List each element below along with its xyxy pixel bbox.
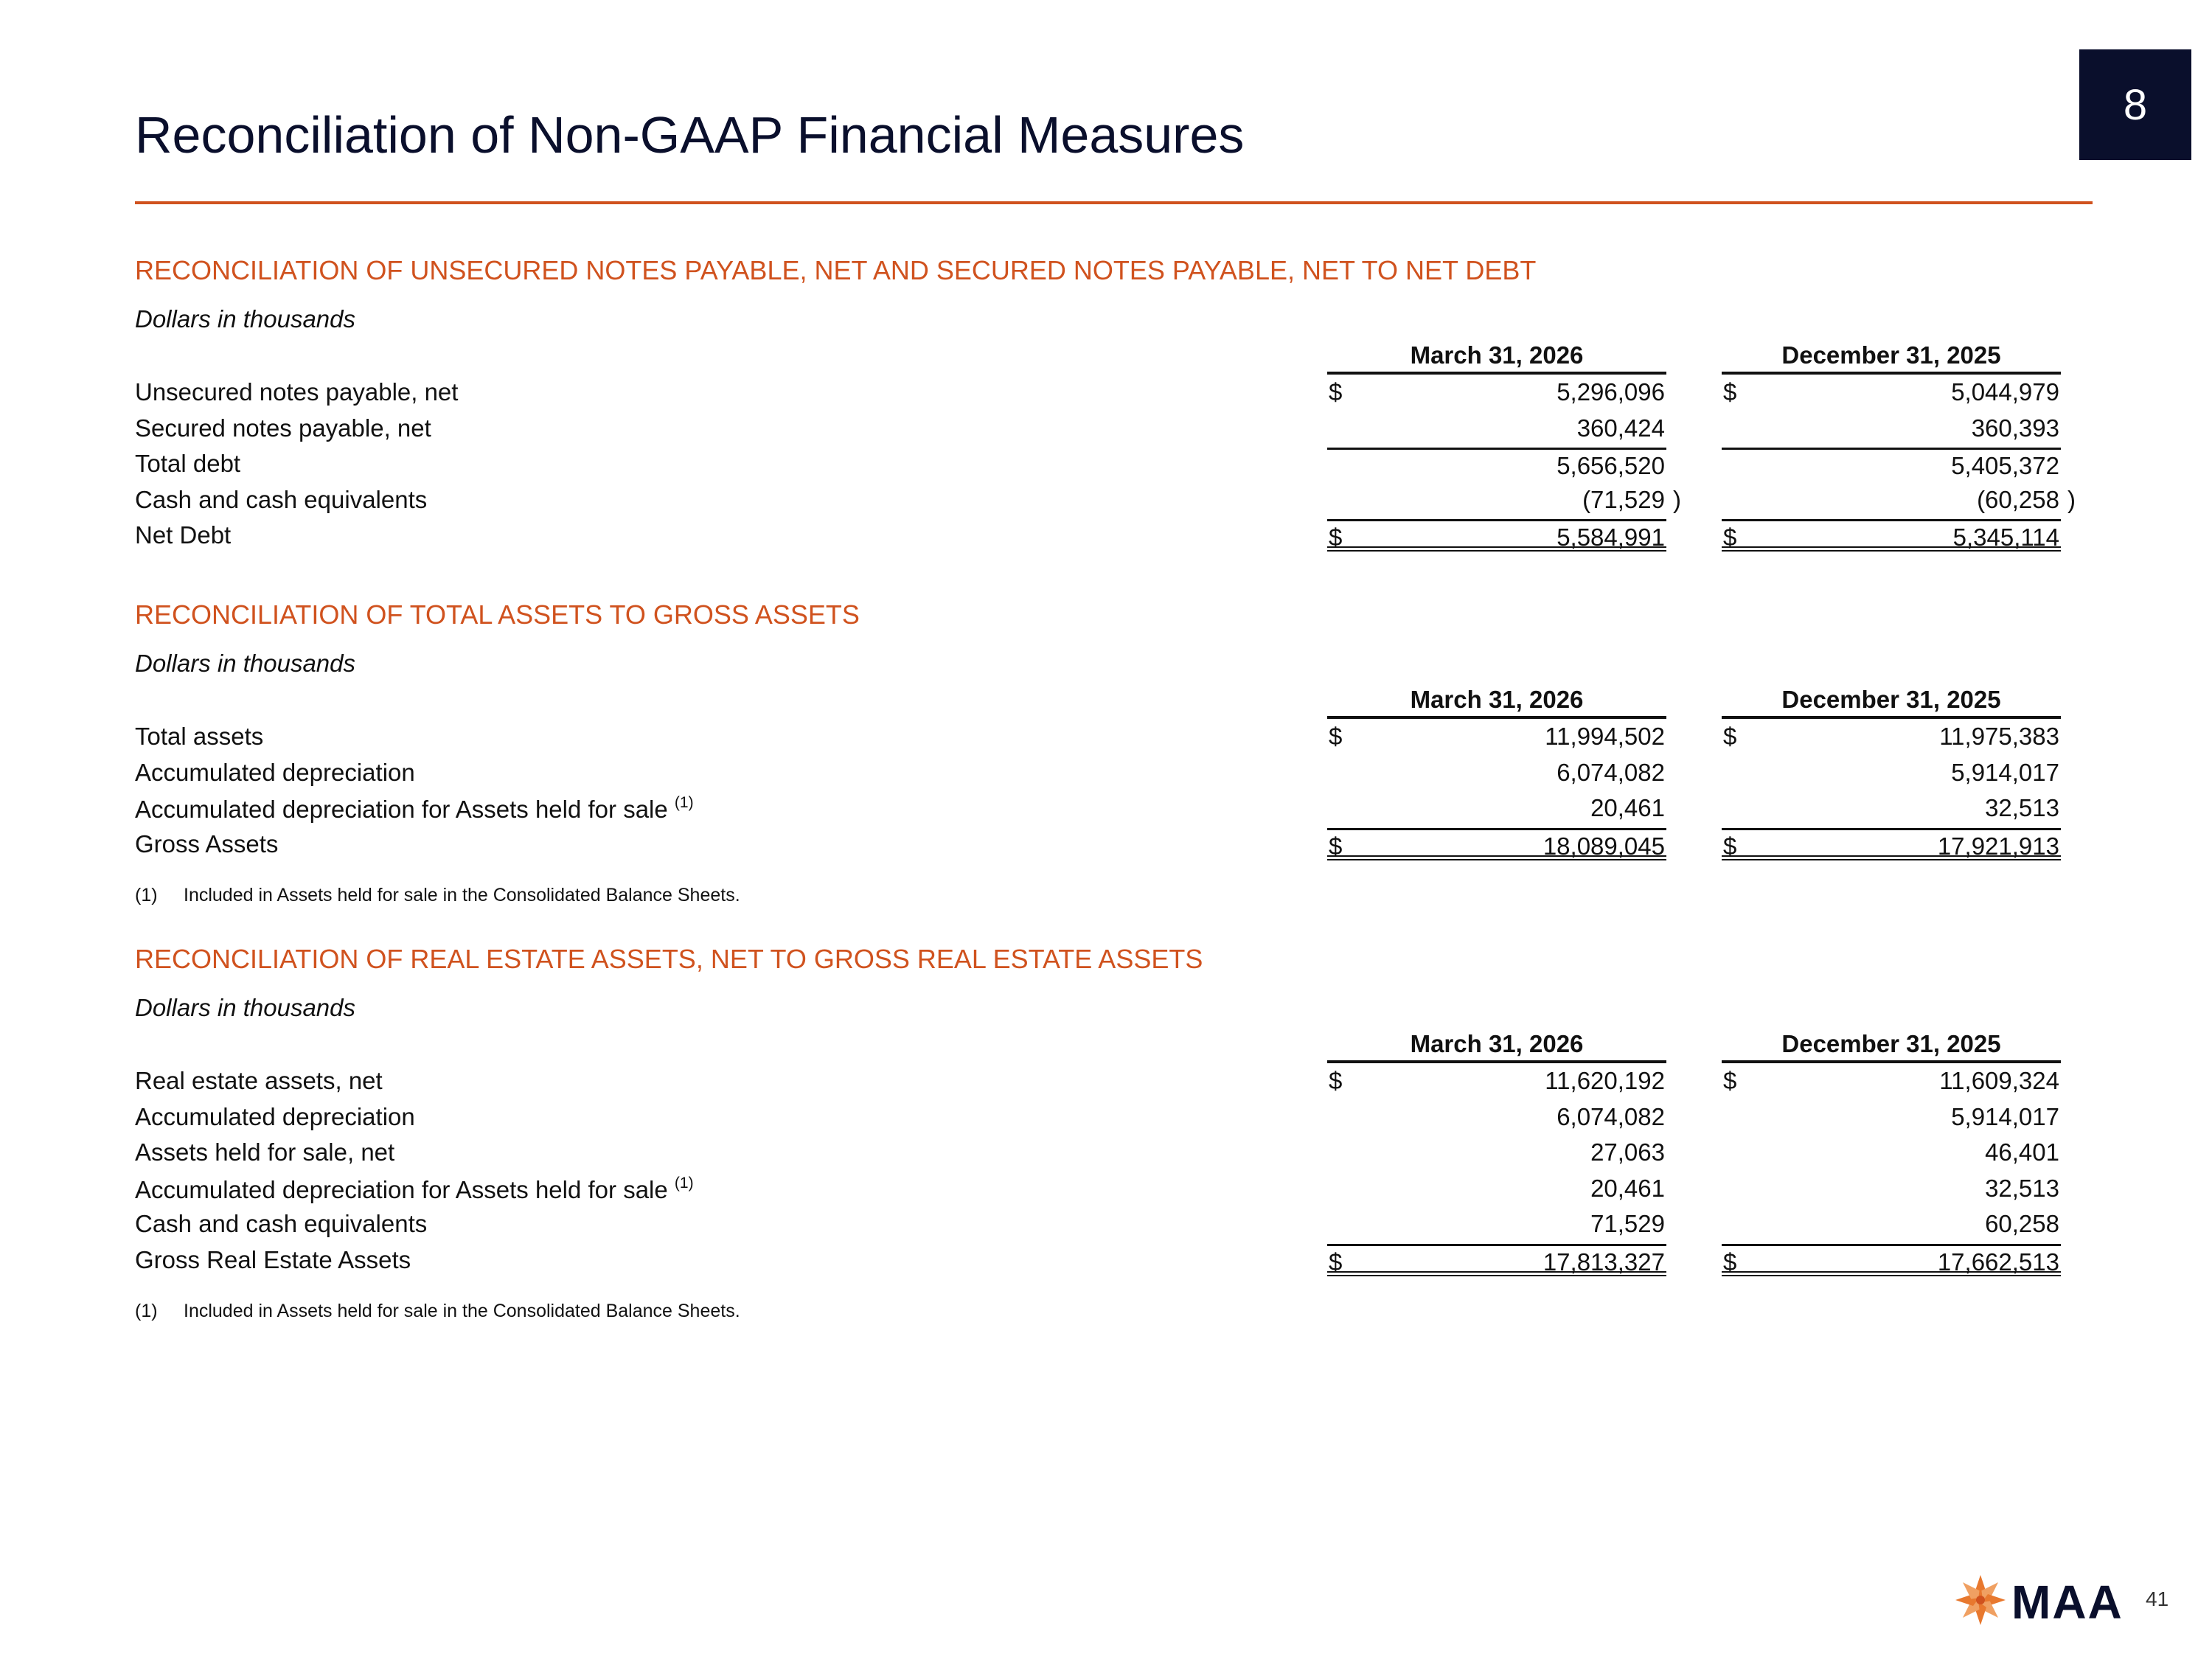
page-title: Reconciliation of Non-GAAP Financial Measures	[135, 106, 1245, 164]
value-december: 17,662,513	[1937, 1248, 2059, 1276]
value-march: 20,461	[1590, 794, 1665, 821]
value-march: 20,461	[1590, 1174, 1665, 1202]
value-december: 5,405,372	[1951, 452, 2059, 479]
maa-logo	[1954, 1571, 2124, 1630]
value-december: 5,914,017	[1951, 758, 2059, 786]
maa-logo-icon	[1954, 1573, 2007, 1627]
logo-text: MAA	[2011, 1576, 2124, 1629]
title-divider	[135, 201, 2093, 204]
table-row	[135, 376, 2067, 412]
value-december: (60,258	[1977, 485, 2059, 513]
table-row	[135, 792, 2067, 828]
page-badge: 8	[2079, 49, 2191, 160]
table-row	[135, 448, 2067, 484]
value-march: 5,296,096	[1557, 378, 1665, 406]
section-title: RECONCILIATION OF UNSECURED NOTES PAYABLE, NET AND SECURED NOTES PAYABLE, NET TO NET DEBT	[135, 255, 1537, 285]
value-march: (71,529	[1582, 485, 1665, 513]
table-row	[135, 757, 2067, 793]
value-december: 5,914,017	[1951, 1102, 2059, 1130]
value-march: 360,424	[1576, 414, 1665, 442]
value-march: 18,089,045	[1543, 832, 1665, 860]
table-row	[135, 484, 2076, 520]
table-row	[135, 519, 2067, 555]
row-label: Assets held for sale, net	[135, 1138, 395, 1166]
value-december: 5,345,114	[1952, 524, 2059, 551]
footnote-ref: (1)	[674, 1174, 694, 1192]
value-december: 46,401	[1985, 1138, 2059, 1166]
unit-note: Dollars in thousands	[135, 305, 355, 333]
page-number: 41	[2146, 1587, 2169, 1610]
dollar-sign: $	[1329, 1067, 1343, 1094]
table-row	[135, 1172, 2067, 1208]
value-december: 17,921,913	[1937, 832, 2059, 860]
table-row	[135, 412, 2067, 448]
table-row	[135, 1136, 2067, 1172]
closing-paren: )	[2067, 485, 2076, 513]
footnote-number: (1)	[135, 1301, 158, 1321]
dollar-sign: $	[1329, 1248, 1343, 1276]
dollar-sign: $	[1329, 832, 1343, 860]
value-march: 5,584,991	[1557, 524, 1665, 551]
row-label: Total assets	[135, 723, 264, 750]
row-label	[135, 794, 694, 824]
section-title: RECONCILIATION OF TOTAL ASSETS TO GROSS ASSETS	[135, 599, 860, 630]
row-label: Gross Real Estate Assets	[135, 1245, 411, 1273]
dollar-sign: $	[1723, 723, 1737, 750]
row-label: Accumulated depreciation	[135, 1102, 415, 1130]
column-header-march: March 31, 2026	[1327, 1029, 1666, 1063]
dollar-sign: $	[1329, 723, 1343, 750]
row-label: Secured notes payable, net	[135, 414, 431, 442]
value-march: 6,074,082	[1557, 758, 1665, 786]
row-label: Cash and cash equivalents	[135, 485, 428, 513]
dollar-sign: $	[1723, 524, 1737, 551]
closing-paren: )	[1673, 485, 1681, 513]
value-march: 11,994,502	[1545, 723, 1665, 750]
dollar-sign: $	[1723, 1067, 1737, 1094]
value-march: 11,620,192	[1545, 1067, 1665, 1094]
value-march: 27,063	[1590, 1138, 1665, 1166]
value-december: 5,044,979	[1951, 378, 2059, 406]
table-row	[135, 1244, 2067, 1280]
dollar-sign: $	[1329, 378, 1343, 406]
table-row	[135, 1101, 2067, 1137]
column-header-march: March 31, 2026	[1327, 341, 1666, 375]
value-december: 60,258	[1985, 1210, 2059, 1237]
table-row	[135, 828, 2067, 864]
section-title: RECONCILIATION OF REAL ESTATE ASSETS, NET TO GROSS REAL ESTATE ASSETS	[135, 944, 1203, 974]
unit-note: Dollars in thousands	[135, 994, 355, 1021]
footnote-text: Included in Assets held for sale in the Consolidated Balance Sheets.	[184, 885, 740, 905]
footnote-ref: (1)	[674, 794, 694, 811]
row-label: Total debt	[135, 450, 241, 477]
row-label-text: Accumulated depreciation for Assets held for sale	[135, 796, 668, 823]
value-march: 5,656,520	[1557, 452, 1665, 479]
dollar-sign: $	[1723, 1248, 1737, 1276]
column-header-march: March 31, 2026	[1327, 685, 1666, 719]
table-row	[135, 720, 2067, 757]
unit-note: Dollars in thousands	[135, 650, 355, 677]
footnote-text: Included in Assets held for sale in the Consolidated Balance Sheets.	[184, 1301, 740, 1321]
dollar-sign: $	[1329, 524, 1343, 551]
dollar-sign: $	[1723, 832, 1737, 860]
table-row	[135, 1208, 2067, 1244]
value-december: 360,393	[1971, 414, 2059, 442]
footnote-number: (1)	[135, 885, 158, 905]
value-march: 17,813,327	[1543, 1248, 1665, 1276]
table-row	[135, 1065, 2067, 1101]
value-december: 32,513	[1985, 794, 2059, 821]
value-december: 11,609,324	[1939, 1067, 2059, 1094]
row-label: Cash and cash equivalents	[135, 1210, 428, 1237]
row-label: Unsecured notes payable, net	[135, 378, 459, 406]
row-label: Real estate assets, net	[135, 1067, 383, 1094]
column-header-december: December 31, 2025	[1722, 1029, 2061, 1063]
value-march: 6,074,082	[1557, 1102, 1665, 1130]
value-march: 71,529	[1590, 1210, 1665, 1237]
row-label-text: Accumulated depreciation for Assets held for sale	[135, 1175, 668, 1203]
row-label: Net Debt	[135, 521, 232, 549]
column-header-december: December 31, 2025	[1722, 341, 2061, 375]
row-label: Gross Assets	[135, 830, 279, 858]
dollar-sign: $	[1723, 378, 1737, 406]
row-label: Accumulated depreciation	[135, 758, 415, 786]
value-december: 32,513	[1985, 1174, 2059, 1202]
column-header-december: December 31, 2025	[1722, 685, 2061, 719]
row-label	[135, 1175, 694, 1204]
value-december: 11,975,383	[1939, 723, 2059, 750]
